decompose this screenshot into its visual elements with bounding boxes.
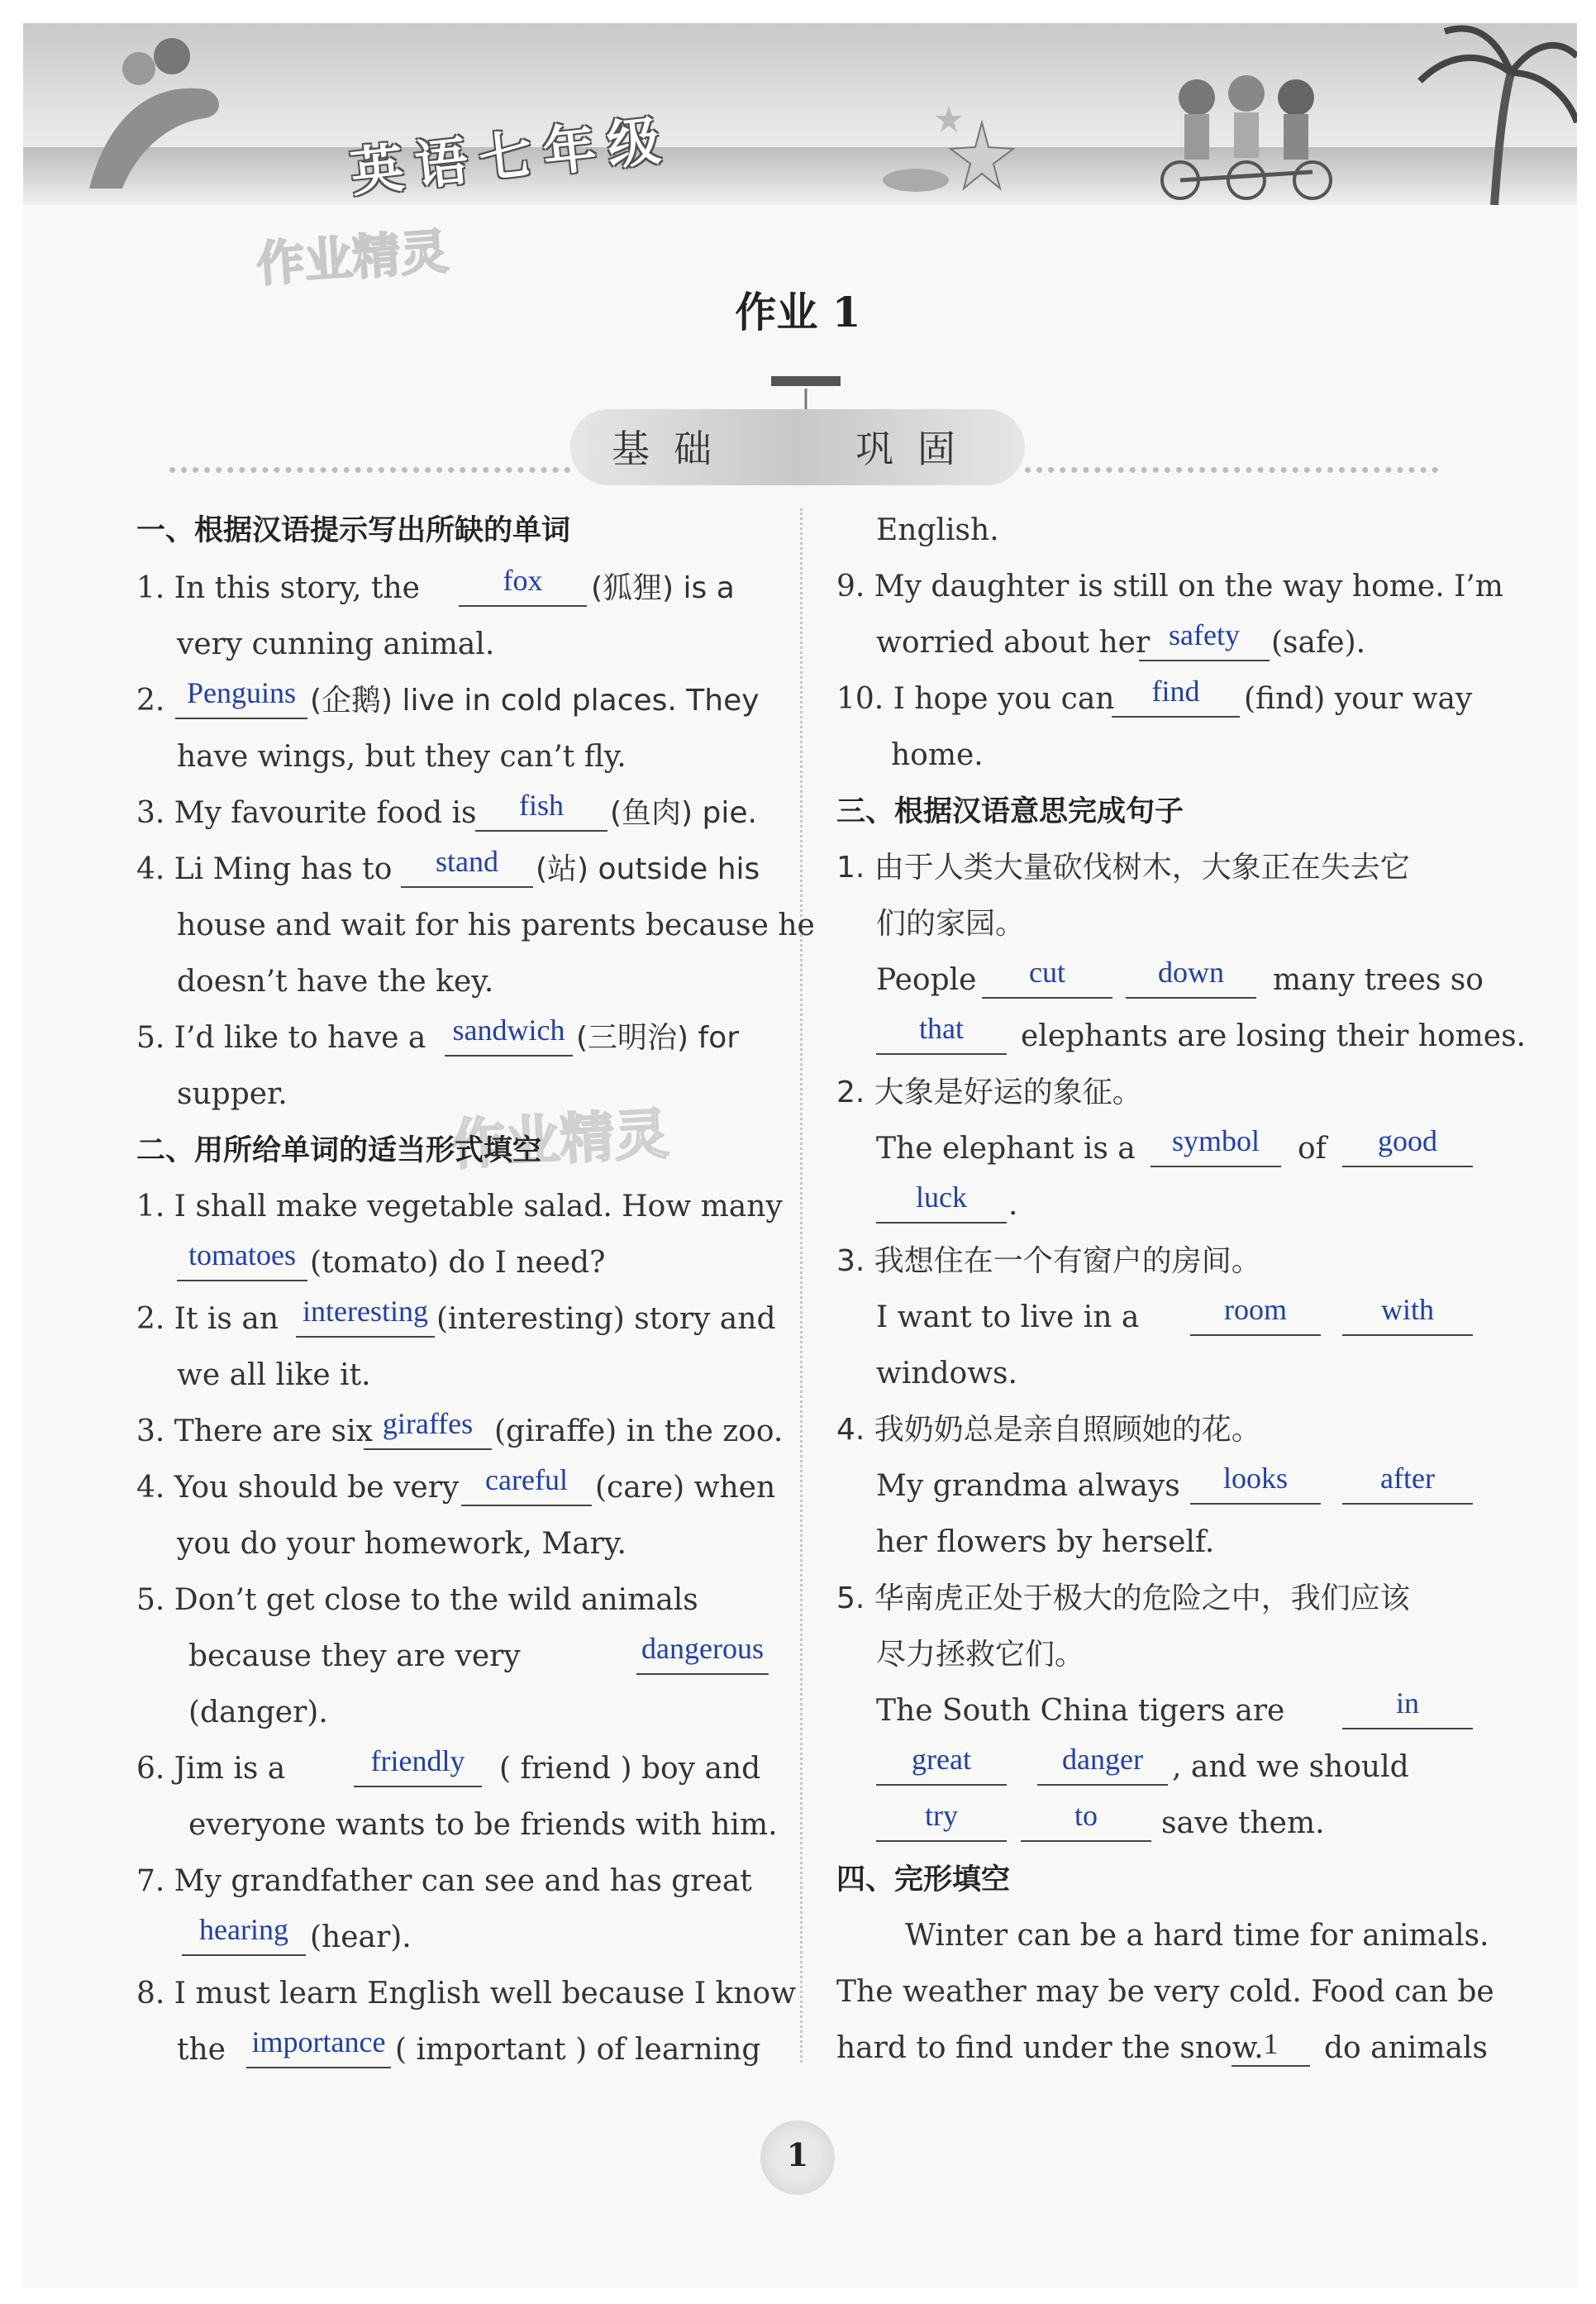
s2-q6-answer: friendly xyxy=(370,1744,465,1777)
s4-para-line1: Winter can be a hard time for animals. xyxy=(905,1919,1489,1953)
s3-q4-text: My grandma always xyxy=(876,1469,1180,1503)
s3-q5-blank-b xyxy=(876,1784,1007,1786)
s3-q2-answer-a: symbol xyxy=(1171,1124,1260,1157)
s3-q5-answer-b: great xyxy=(912,1743,971,1776)
s3-q2-of: of xyxy=(1298,1132,1327,1166)
section-char-1: 基 xyxy=(612,427,665,471)
s3-q3-blank-a xyxy=(1190,1334,1321,1336)
s2-q8-answer: importance xyxy=(251,2025,386,2058)
watermark-top: 作业精灵 xyxy=(255,222,450,293)
s2-q2-text: 2. It is an xyxy=(136,1302,279,1336)
s4-blank-1 xyxy=(1232,2065,1310,2067)
s4-blank-1-number: 1 xyxy=(1263,2027,1279,2060)
s3-q5-answer-a: in xyxy=(1395,1686,1419,1720)
s2-q6-cont: everyone wants to be friends with him. xyxy=(188,1808,778,1842)
s2-q2-answer: interesting xyxy=(303,1295,428,1328)
section-3-heading: 三、根据汉语意思完成句子 xyxy=(836,795,1184,828)
s3-q4-blank-a xyxy=(1190,1503,1321,1505)
s1-q2-blank xyxy=(175,718,307,719)
s3-q1-blank-c xyxy=(876,1053,1007,1055)
s3-q1-end: elephants are losing their homes. xyxy=(1021,1019,1526,1053)
s4-para-line2: The weather may be very cold. Food can be xyxy=(836,1975,1494,2009)
banner-title: 英语七年级 xyxy=(347,109,675,205)
s1-q3-answer: fish xyxy=(519,789,564,822)
page-number: 1 xyxy=(760,2120,835,2195)
s3-q5-zh2: 尽力拯救它们。 xyxy=(876,1638,1085,1672)
s2-q2-cont: we all like it. xyxy=(177,1358,371,1392)
s3-q5-blank-d xyxy=(876,1840,1007,1842)
section-4-heading: 四、完形填空 xyxy=(836,1863,1011,1896)
s3-q2-period: . xyxy=(1008,1188,1018,1222)
s3-q3-cont: windows. xyxy=(876,1357,1017,1391)
s1-q1-answer: fox xyxy=(503,564,543,597)
s3-q4-cont: her flowers by herself. xyxy=(876,1525,1215,1559)
s3-q5-zh: 5. 华南虎正处于极大的危险之中，我们应该 xyxy=(836,1581,1410,1615)
s3-q5-answer-d: try xyxy=(925,1799,958,1832)
s1-q1-text: 1. In this story, the xyxy=(136,571,420,605)
s1-q1-hint: (狐狸) is a xyxy=(591,571,735,605)
s2-q7-hint: (hear). xyxy=(310,1920,412,1954)
s2-q5-answer: dangerous xyxy=(641,1632,764,1665)
s3-q1-blank-b xyxy=(1126,997,1256,999)
s1-q2-num: 2. xyxy=(136,684,165,718)
s2-q7-answer: hearing xyxy=(199,1913,288,1946)
s1-q4-text: 4. Li Ming has to xyxy=(136,852,393,886)
s1-q2-answer: Penguins xyxy=(186,676,296,709)
s2-q3-blank xyxy=(364,1448,492,1450)
s3-q4-answer-b: after xyxy=(1380,1462,1435,1495)
s2-q4-cont: you do your homework, Mary. xyxy=(177,1527,626,1561)
s3-q1-answer-c: that xyxy=(919,1012,964,1045)
column-divider xyxy=(800,508,803,2063)
s2-q9-answer: safety xyxy=(1169,618,1240,651)
s3-q1-cont: many trees so xyxy=(1273,963,1484,997)
s4-para-line3: hard to find under the snow. xyxy=(836,2031,1264,2065)
section-char-2: 础 xyxy=(674,427,727,471)
s3-q2-blank-b xyxy=(1342,1166,1473,1167)
s1-q1-blank xyxy=(459,605,587,607)
s3-q2-zh: 2. 大象是好运的象征。 xyxy=(836,1076,1142,1109)
s3-q3-text: I want to live in a xyxy=(876,1300,1140,1334)
s1-q5-answer: sandwich xyxy=(452,1014,565,1047)
s3-q2-text: The elephant is a xyxy=(876,1132,1136,1166)
s3-q1-zh2: 们的家园。 xyxy=(876,907,1026,941)
s1-q5-text: 5. I’d like to have a xyxy=(136,1021,426,1055)
s1-q5-blank xyxy=(445,1055,573,1057)
section-char-4: 固 xyxy=(917,427,970,471)
s1-q4-answer: stand xyxy=(436,845,498,878)
s2-q10-text: 10. I hope you can xyxy=(836,682,1115,716)
s3-q5-text: The South China tigers are xyxy=(876,1694,1285,1728)
s2-q10-cont: home. xyxy=(891,738,984,772)
s3-q4-zh: 4. 我奶奶总是亲自照顾她的花。 xyxy=(836,1413,1261,1447)
s3-q5-cont: , and we should xyxy=(1172,1750,1409,1784)
s2-q3-text: 3. There are six xyxy=(136,1414,373,1448)
s2-q2-hint: (interesting) story and xyxy=(436,1302,776,1336)
s2-q8-the: the xyxy=(177,2033,226,2067)
divider-dotted-right xyxy=(1025,467,1438,473)
s2-q8-blank xyxy=(246,2067,391,2068)
s1-q4-cont2: doesn’t have the key. xyxy=(177,965,494,999)
s2-q1-blank xyxy=(177,1280,307,1281)
s2-q2-blank xyxy=(296,1336,435,1338)
s2-q6-text: 6. Jim is a xyxy=(136,1752,286,1786)
s2-q9-text: 9. My daughter is still on the way home. I’m xyxy=(836,570,1503,603)
header-banner xyxy=(23,23,1577,205)
s3-q5-blank-e xyxy=(1021,1840,1151,1842)
s2-q4-blank xyxy=(461,1505,592,1506)
s3-q1-zh: 1. 由于人类大量砍伐树木，大象正在失去它 xyxy=(836,851,1410,885)
section-char-3: 巩 xyxy=(855,427,908,471)
s2-q6-hint: ( friend ) boy and xyxy=(499,1752,761,1786)
s2-q3-hint: (giraffe) in the zoo. xyxy=(494,1414,784,1448)
s2-q7-text: 7. My grandfather can see and has great xyxy=(136,1864,752,1898)
s1-q3-blank xyxy=(475,830,607,832)
section-1-heading: 一、根据汉语提示写出所缺的单词 xyxy=(136,514,571,547)
s3-q1-blank-a xyxy=(982,997,1112,999)
s3-q5-blank-a xyxy=(1342,1728,1473,1729)
s1-q5-cont: supper. xyxy=(177,1077,288,1111)
s2-q8-cont: English. xyxy=(876,513,999,547)
s1-q4-hint: (站) outside his xyxy=(536,852,760,886)
s2-q8-hint: ( important ) of learning xyxy=(395,2033,761,2067)
s2-q10-blank xyxy=(1112,716,1240,718)
s3-q5-answer-e: to xyxy=(1074,1799,1098,1832)
s4-para-line3-end: do animals xyxy=(1324,2031,1488,2065)
s2-q9-cont: worried about her xyxy=(876,626,1151,660)
s1-q4-blank xyxy=(401,886,533,888)
starfish-shell-icon xyxy=(858,89,1015,205)
section-2-heading: 二、用所给单词的适当形式填空 xyxy=(136,1134,542,1167)
palm-tree-illustration xyxy=(1412,23,1577,205)
s3-q5-end: save them. xyxy=(1161,1806,1325,1840)
s3-q2-answer-b: good xyxy=(1378,1124,1437,1157)
s2-q5-blank xyxy=(636,1673,769,1675)
dolphin-kids-illustration xyxy=(73,23,238,197)
s3-q2-blank-c xyxy=(876,1222,1007,1224)
s3-q5-answer-c: danger xyxy=(1062,1743,1143,1776)
s3-q2-answer-c: luck xyxy=(916,1181,967,1214)
s1-q5-hint: (三明治) for xyxy=(576,1021,740,1055)
s2-q1-answer: tomatoes xyxy=(188,1238,296,1271)
s2-q4-answer: careful xyxy=(485,1463,568,1496)
s1-q3-hint: (鱼肉) pie. xyxy=(610,796,757,830)
s3-q3-answer-b: with xyxy=(1380,1293,1434,1326)
s2-q7-blank xyxy=(182,1954,306,1956)
s1-q4-cont1: house and wait for his parents because he xyxy=(177,909,815,942)
s2-q10-answer: find xyxy=(1151,675,1200,708)
s3-q1-answer-a: cut xyxy=(1029,956,1065,989)
s2-q5-cont1: because they are very xyxy=(188,1639,521,1673)
section-banner xyxy=(570,409,1025,485)
s2-q9-blank xyxy=(1139,660,1270,661)
page-title: 作业 1 xyxy=(735,288,861,336)
watermark-middle: 作业精灵 xyxy=(449,1102,671,1177)
s3-q1-people: People xyxy=(876,963,977,997)
s3-q4-blank-b xyxy=(1342,1503,1473,1505)
divider-dotted-left xyxy=(169,467,570,473)
s2-q9-hint: (safe). xyxy=(1271,626,1366,660)
s3-q3-zh: 3. 我想住在一个有窗户的房间。 xyxy=(836,1244,1261,1278)
s3-q2-blank-a xyxy=(1151,1166,1281,1167)
s2-q8-text: 8. I must learn English well because I know xyxy=(136,1977,797,2011)
s3-q5-blank-c xyxy=(1037,1784,1168,1786)
s1-q3-text: 3. My favourite food is xyxy=(136,796,477,830)
s3-q3-blank-b xyxy=(1342,1334,1473,1336)
s3-q1-answer-b: down xyxy=(1158,956,1224,989)
s2-q1-cont: (tomato) do I need? xyxy=(310,1246,606,1280)
s1-q2-hint: (企鹅) live in cold places. They xyxy=(310,684,760,718)
s2-q1-text: 1. I shall make vegetable salad. How many xyxy=(136,1190,783,1224)
s2-q4-hint: (care) when xyxy=(595,1471,776,1505)
s3-q3-answer-a: room xyxy=(1224,1293,1287,1326)
s2-q6-blank xyxy=(354,1786,482,1787)
s2-q5-text: 5. Don’t get close to the wild animals xyxy=(136,1583,698,1617)
s2-q10-hint: (find) your way xyxy=(1244,682,1473,716)
s2-q5-hint: (danger). xyxy=(188,1696,328,1729)
s2-q3-answer: giraffes xyxy=(382,1407,474,1440)
s3-q4-answer-a: looks xyxy=(1222,1462,1288,1495)
s1-q2-cont: have wings, but they can’t fly. xyxy=(177,740,626,774)
s1-q1-cont: very cunning animal. xyxy=(177,627,495,661)
bicycle-kids-illustration xyxy=(1139,48,1354,201)
s2-q4-text: 4. You should be very xyxy=(136,1471,460,1505)
